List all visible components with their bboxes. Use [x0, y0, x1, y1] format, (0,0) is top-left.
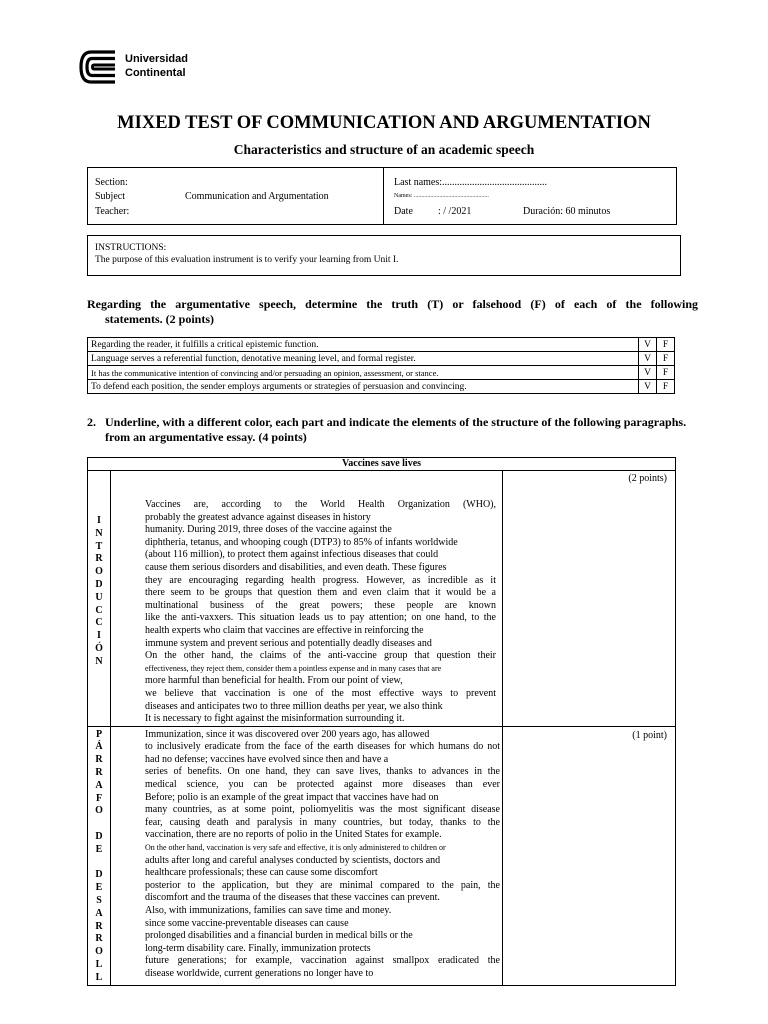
- label-letter: F: [95, 792, 103, 804]
- essay-line: Also, with immunizations, families can save time and money.: [145, 905, 392, 916]
- essay-line: prolonged disabilities and a financial burden in medical bills or the: [145, 930, 413, 942]
- essay-line: adults after long and careful analyses conducted by scientists, doctors and: [145, 854, 441, 866]
- label-letter: I: [97, 630, 101, 642]
- label-letter: E: [95, 843, 103, 855]
- essay-line: diseases and anticipates two to three million deaths per year, we also think: [145, 700, 443, 712]
- question-1-line2: statements. (2 points): [105, 312, 214, 326]
- question-2: [87, 415, 767, 445]
- essay-line: discomfort and the trauma of the diseases that these vaccines can prevent.: [145, 892, 440, 904]
- label-letter: A: [95, 907, 103, 919]
- essay-line: medical science, you can be protected against more diseases than ever: [145, 779, 500, 791]
- label-letter: Á: [95, 741, 103, 753]
- label-letter: O: [95, 566, 103, 578]
- statement-cell: It has the communicative intention of convincing and/or persuading an opinion, assessment, or stance.: [88, 366, 639, 380]
- date-value[interactable]: : / /2021: [438, 206, 472, 217]
- development-points: (1 point): [632, 729, 667, 741]
- essay-line: (about 116 million), to protect them against infectious diseases that could: [145, 549, 439, 561]
- essay-line: immune system and prevent serious and potentially deadly diseases and: [145, 637, 432, 649]
- table-row: [88, 380, 675, 394]
- introduction-label: [88, 471, 111, 727]
- true-false-table: [87, 337, 675, 394]
- question-1: [87, 297, 698, 327]
- label-letter: N: [95, 655, 103, 667]
- essay-line: posterior to the application, but they are minimal compared to the pain, the: [145, 879, 500, 891]
- label-letter: N: [95, 527, 103, 539]
- question-1-line1: Regarding the argumentative speech, determine the truth (T) or falsehood (F) of each of the following: [87, 297, 698, 311]
- label-letter: R: [95, 933, 103, 945]
- label-letter: E: [95, 882, 103, 894]
- label-letter: R: [95, 920, 103, 932]
- development-text-cell: [111, 726, 503, 985]
- statement-cell: To defend each position, the sender employs arguments or strategies of persuasion and convincing.: [88, 380, 639, 394]
- essay-line: It is necessary to fight against the misinformation surrounding it.: [145, 713, 405, 725]
- essay-line: to inclusively eradicate from the face of the earth diseases for which humans do not: [145, 741, 500, 753]
- essay-line: future generations; for example, vaccination against smallpox eradicated the: [145, 955, 500, 967]
- true-option[interactable]: V: [639, 338, 657, 352]
- label-letter: O: [95, 946, 103, 958]
- table-row: [88, 366, 675, 380]
- introduction-text-cell: [111, 471, 503, 727]
- introduction-points-cell[interactable]: [503, 471, 676, 727]
- essay-line: probably the greatest advance against diseases in history: [145, 511, 371, 523]
- essay-line: On the other hand, the claims of the anti-vaccine group that question their: [145, 650, 496, 662]
- page-subtitle: Characteristics and structure of an academic speech: [233, 142, 535, 157]
- introduction-row: [88, 471, 676, 727]
- essay-line: we believe that vaccination is one of the most effective ways to prevent: [145, 687, 496, 699]
- essay-line: they are encouraging regarding health progress. However, as incredible as it: [145, 574, 496, 586]
- statement-cell: Regarding the reader, it fulfills a critical epistemic function.: [88, 338, 639, 352]
- label-letter: O: [95, 805, 103, 817]
- university-name: Universidad Continental: [125, 53, 188, 79]
- false-option[interactable]: F: [657, 338, 675, 352]
- development-points-cell[interactable]: [503, 726, 676, 985]
- label-letter: D: [95, 869, 103, 881]
- label-letter: D: [95, 831, 103, 843]
- label-letter: I: [97, 515, 101, 526]
- duration-text: Duración: 60 minutos: [523, 206, 611, 217]
- teacher-label: Teacher:: [95, 206, 130, 217]
- essay-line: like the anti-vaxxers. This situation leads us to pay attention; on one hand, to the: [145, 612, 496, 624]
- question-2-number: 2.: [87, 415, 96, 429]
- essay-line: effectiveness, they reject them, consider them a pointless expense and in many cases that are: [145, 663, 442, 673]
- essay-line: there seem to be groups that question them and even claim that it would be a: [145, 587, 496, 599]
- essay-line: had no defense; vaccines have evolved since then and have a: [145, 753, 389, 765]
- label-letter: D: [95, 578, 103, 590]
- essay-line: disease worldwide, current generations no longer have to: [145, 967, 374, 979]
- label-letter: A: [95, 779, 103, 791]
- subject-label: Subject: [95, 191, 125, 202]
- page-title: MIXED TEST OF COMMUNICATION AND ARGUMENTATION: [117, 113, 651, 133]
- essay-line: since some vaccine-preventable diseases can cause: [145, 917, 349, 929]
- last-names-field[interactable]: Last names:..........................................: [394, 177, 548, 188]
- false-option[interactable]: F: [657, 352, 675, 366]
- label-letter: R: [95, 553, 103, 565]
- label-letter: Ó: [95, 642, 103, 654]
- statement-cell: Language serves a referential function, denotative meaning level, and formal register.: [88, 352, 639, 366]
- essay-table: [87, 457, 676, 986]
- essay-line: series of benefits. On one hand, they can save lives, thanks to advances in the: [145, 766, 500, 778]
- false-option[interactable]: F: [657, 380, 675, 394]
- essay-line: On the other hand, vaccination is very safe and effective, it is only administered to children or: [145, 843, 446, 853]
- essay-line: multinational business of the great powers; these people are known: [145, 599, 496, 611]
- development-label: [88, 726, 111, 985]
- essay-line: Immunization, since it was discovered over 200 years ago, has allowed: [145, 728, 430, 740]
- essay-line: more harmful than beneficial for health. From our point of view,: [145, 675, 403, 687]
- question-2-line2: from an argumentative essay. (4 points): [105, 430, 307, 444]
- label-letter: C: [95, 617, 103, 629]
- introduction-points: (2 points): [628, 473, 667, 484]
- essay-line: Before; polio is an example of the great impact that vaccines have had on: [145, 791, 439, 803]
- true-option[interactable]: V: [639, 366, 657, 380]
- university-logo-icon: [79, 50, 119, 84]
- essay-line: fear, causing death and paralysis in many countries, but today, thanks to the: [145, 816, 500, 828]
- label-letter: [88, 857, 110, 870]
- info-divider: [383, 168, 384, 224]
- essay-line: long-term disability care. Finally, immunization protects: [145, 942, 371, 954]
- instructions-text: The purpose of this evaluation instrument is to verify your learning from Unit I.: [95, 255, 399, 265]
- label-letter: L: [95, 959, 103, 971]
- subject-value: Communication and Argumentation: [185, 191, 329, 202]
- label-letter: S: [96, 895, 102, 907]
- essay-line: healthcare professionals; these can cause some discomfort: [145, 867, 378, 879]
- label-letter: T: [95, 540, 103, 552]
- essay-line: many countries, as at some point, poliomyelitis was the most significant disease: [145, 804, 500, 816]
- table-row: [88, 338, 675, 352]
- label-letter: R: [95, 754, 103, 766]
- label-letter: C: [95, 604, 103, 616]
- label-letter: [88, 818, 110, 831]
- names-field[interactable]: Names: ..................................................: [394, 193, 489, 199]
- essay-line: health experts who claim that vaccines are effective in reinforcing the: [145, 624, 424, 636]
- label-letter: R: [95, 767, 103, 779]
- label-letter: U: [95, 591, 103, 603]
- essay-title: Vaccines save lives: [88, 458, 676, 471]
- date-label: Date: [394, 206, 413, 217]
- true-option[interactable]: V: [639, 380, 657, 394]
- essay-line: diphtheria, tetanus, and whooping cough (DTP3) to 85% of infants worldwide: [145, 536, 458, 548]
- instructions-heading: INSTRUCTIONS:: [95, 243, 167, 253]
- true-option[interactable]: V: [639, 352, 657, 366]
- question-2-line1: Underline, with a different color, each part and indicate the elements of the structure of the following paragraphs.: [105, 415, 687, 429]
- essay-line: vaccination, there are no reports of polio in the United States for example.: [145, 829, 442, 841]
- instructions-box: [87, 235, 681, 276]
- essay-line: cause them serious disorders and disabilities, and even death. These figures: [145, 561, 447, 573]
- essay-line: Vaccines are, according to the World Health Organization (WHO),: [145, 499, 496, 510]
- false-option[interactable]: F: [657, 366, 675, 380]
- label-letter: P: [95, 728, 103, 740]
- table-row: [88, 352, 675, 366]
- label-letter: L: [95, 971, 103, 983]
- student-info-box: [87, 167, 677, 225]
- section-label: Section:: [95, 177, 128, 188]
- essay-line: humanity. During 2019, three doses of the vaccine against the: [145, 524, 392, 536]
- development-row: [88, 726, 676, 985]
